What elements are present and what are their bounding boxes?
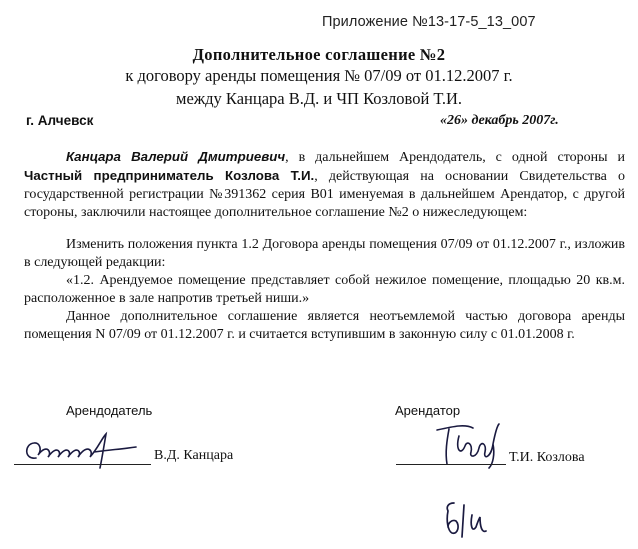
attachment-number: Приложение №13-17-5_13_007 <box>322 14 536 30</box>
lessor-full-name: Канцара Валерий Дмитриевич <box>66 149 286 164</box>
document-title: Дополнительное соглашение №2 <box>192 45 446 64</box>
paragraph-amendment-quote: «1.2. Арендуемое помещение представляет собой нежилое помещение, площадью 20 кв.м. расположенное в зале напротив третьей ниши.» <box>24 273 625 306</box>
lessor-signature-icon <box>18 428 168 473</box>
document-subtitle-parties: между Канцара В.Д. и ЧП Козловой Т.И. <box>176 89 462 108</box>
lessee-signature-icon <box>425 420 520 470</box>
paragraph-amendment <box>24 236 625 308</box>
paragraph-validity-text: Данное дополнительное соглашение является неотъемлемой частью договора аренды помещения N 07/09 от 01.12.2007 г. и считается вступившим в законную силу с 01.01.2008 г. <box>24 309 625 342</box>
lessee-role-label: Арендатор <box>395 403 461 418</box>
handwritten-note-icon <box>440 497 490 542</box>
paragraph-parties <box>24 148 625 222</box>
lessor-signature-line <box>14 464 151 465</box>
date-day: «26» <box>440 113 468 128</box>
paragraph-amendment-text: Изменить положения пункта 1.2 Договора аренды помещения 07/09 от 01.12.2007 г., изложив в следующей редакции: <box>24 237 625 270</box>
paragraph-parties-following: нижеследующем: <box>422 205 528 220</box>
lessor-signature-name: В.Д. Канцара <box>154 448 234 463</box>
paragraph-parties-text-b: , действующая на основании Свидетельства о государственной регистрации №391362 серия В01 именуемая в дальнейшем Арендатор, с другой стороны, заключили настоящее дополнительное соглашение №2 о <box>24 169 626 220</box>
entrepreneur-name: Частный предприниматель Козлова Т.И. <box>24 168 315 183</box>
date-month-year: декабрь 2007г. <box>471 113 559 128</box>
document-place: г. Алчевск <box>26 113 94 128</box>
document-subtitle-contract: к договору аренды помещения № 07/09 от 01.12.2007 г. <box>125 66 513 85</box>
lessor-role-label: Арендодатель <box>66 403 153 418</box>
paragraph-validity <box>24 308 625 344</box>
lessee-signature-name: Т.И. Козлова <box>509 450 585 465</box>
lessee-signature-line <box>396 464 506 465</box>
paragraph-parties-text-a: , в дальнейшем Арендодатель, с одной стороны и <box>285 150 625 165</box>
document-date <box>440 113 559 129</box>
